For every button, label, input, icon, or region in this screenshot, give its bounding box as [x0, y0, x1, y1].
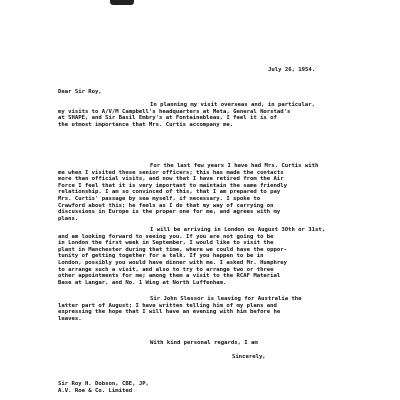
- paragraph-line: plans.: [58, 215, 79, 222]
- paragraph-line: I will be arriving in London on August 30th or 31st,: [150, 227, 326, 233]
- paragraph-line: Sir John Slessor is leaving for Australia the: [150, 296, 302, 302]
- paragraph-line: discussions in Europe is the proper one for me, and agrees with my: [58, 209, 281, 216]
- paragraph-line: at SHAPE, and Sir Basil Embry's at Fontainebleau, I feel it is of: [58, 115, 277, 122]
- paragraph-line: For the last few years I have had Mrs. Curtis with: [150, 163, 319, 169]
- paragraph-line: me when I visited these senior officers; this has made the contacts: [58, 169, 284, 176]
- letter-date: July 26, 1954.: [268, 67, 316, 73]
- paragraph-line: In planning my visit overseas and, in particular,: [150, 102, 316, 108]
- closing-line: With kind personal regards, I am: [150, 340, 258, 346]
- paragraph-line: latter part of August; I have written telling him of my plans and: [58, 302, 277, 309]
- paragraph-line: relationship. I am so convinced of this, that I am prepared to pay: [58, 189, 281, 196]
- letterhead-fragment: [110, 0, 134, 5]
- paragraph-line: Crawford about this; he feels as I do that my way of carrying on: [58, 202, 274, 209]
- sign-off: Sincerely,: [232, 354, 266, 360]
- paragraph-line: more than official visits, and now that I have retired from the Air: [58, 176, 284, 183]
- paragraph-line: my visits to A/V/M Campbell's headquarters at Meta, General Norstad's: [58, 108, 291, 115]
- paragraph-line: Mrs. Curtis' passage by sea myself, if necessary. I spoke to: [58, 196, 261, 202]
- salutation: Dear Sir Roy,: [58, 89, 102, 95]
- paragraph-line: plant in Manchester during that time, where we could have the oppor-: [58, 246, 288, 253]
- paragraph-line: London, possibly you would have dinner with me. I asked Mr. Humphrey: [58, 260, 288, 266]
- paragraph-line: Force I feel that it is very important to maintain the same friendly: [58, 182, 288, 189]
- recipient-line: A.V. Roe & Co. Limited: [58, 387, 133, 394]
- paragraph-line: in London the first week in September, I would like to visit the: [58, 240, 274, 247]
- paragraph-line: expressing the hope that I will have an evening with him before he: [58, 309, 281, 316]
- paragraph-line: tunity of getting together for a talk. If you happen to be in: [58, 253, 264, 260]
- paragraph-line: other appointments for me; among them a visit to the RCAF Material: [58, 273, 281, 280]
- paragraph-line: and am looking forward to seeing you. If you are not going to be: [58, 233, 274, 240]
- paragraph-line: Base at Langar, and No. 1 Wing at North Luffenham.: [58, 279, 227, 286]
- paragraph-line: to arrange such a visit, and also to try to arrange two or three: [58, 266, 274, 273]
- recipient-line: Sir Roy H. Dobson, CBE, JP,: [58, 381, 149, 387]
- paragraph-line: leaves.: [58, 315, 82, 322]
- paragraph-line: the utmost importance that Mrs. Curtis accompany me.: [58, 121, 234, 128]
